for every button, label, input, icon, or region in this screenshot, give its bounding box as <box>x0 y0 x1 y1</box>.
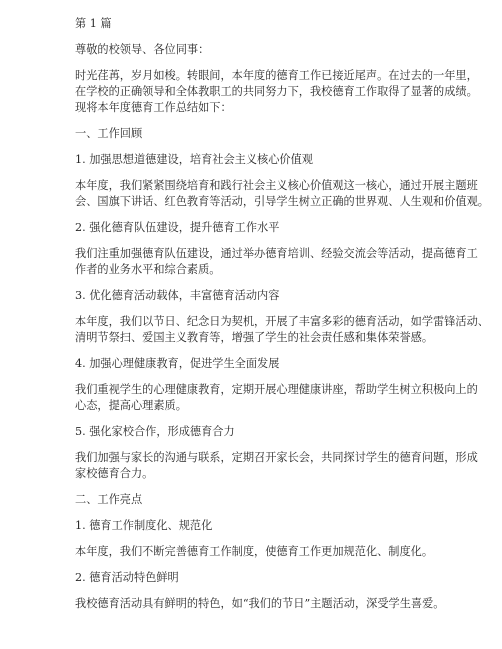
body-line: 会、国旗下讲话、红色教育等活动，引导学生树立正确的世界观、人生观和价值观。 <box>75 195 489 208</box>
section-heading: 一、工作回顾 <box>75 127 143 140</box>
item-heading: 2. 强化德育队伍建设，提升德育工作水平 <box>75 221 280 234</box>
body-line: 我们加强与家长的沟通与联系，定期召开家长会，共同探讨学生的德育问题，形成 <box>75 451 478 464</box>
item-heading: 3. 优化德育活动载体，丰富德育活动内容 <box>75 289 280 302</box>
body-line: 清明节祭扫、爱国主义教育等，增强了学生的社会责任感和集体荣誉感。 <box>75 331 434 344</box>
body-line: 心态，提高心理素质。 <box>75 399 187 412</box>
body-line: 本年度，我们不断完善德育工作制度，使德育工作更加规范化、制度化。 <box>75 545 434 558</box>
body-line: 家校德育合力。 <box>75 467 154 480</box>
body-line: 作者的业务水平和综合素质。 <box>75 263 221 276</box>
intro-line: 在学校的正确领导和全体教职工的共同努力下，我校德育工作取得了显著的成绩。 <box>75 85 478 98</box>
item-body <box>75 178 489 210</box>
body-line: 我们重视学生的心理健康教育，定期开展心理健康讲座，帮助学生树立积极向上的 <box>75 383 478 396</box>
intro-paragraph <box>75 68 478 116</box>
body-line: 本年度，我们紧紧围绕培育和践行社会主义核心价值观这一核心，通过开展主题班 <box>75 179 478 192</box>
item-heading: 1. 加强思想道德建设，培育社会主义核心价值观 <box>75 153 313 166</box>
body-line: 本年度，我们以节日、纪念日为契机，开展了丰富多彩的德育活动，如学雷锋活动、 <box>75 315 489 328</box>
item-heading: 4. 加强心理健康教育，促进学生全面发展 <box>75 357 280 370</box>
item-body <box>75 450 478 482</box>
intro-line: 现将本年度德育工作总结如下： <box>75 101 232 114</box>
item-heading: 2. 德育活动特色鲜明 <box>75 571 179 584</box>
item-body <box>75 246 478 278</box>
body-line: 我校德育活动具有鲜明的特色，如“我们的节日”主题活动，深受学生喜爱。 <box>75 597 445 610</box>
page-label: 第 1 篇 <box>75 17 112 30</box>
item-body <box>75 314 489 346</box>
item-body <box>75 382 478 414</box>
salutation: 尊敬的校领导、各位同事： <box>75 43 210 56</box>
item-heading: 5. 强化家校合作，形成德育合力 <box>75 425 235 438</box>
item-heading: 1. 德育工作制度化、规范化 <box>75 519 213 532</box>
intro-line: 时光荏苒，岁月如梭。转眼间，本年度的德育工作已接近尾声。在过去的一年里， <box>75 69 478 82</box>
body-line: 我们注重加强德育队伍建设，通过举办德育培训、经验交流会等活动，提高德育工 <box>75 247 478 260</box>
section-heading: 二、工作亮点 <box>75 493 143 506</box>
document-page <box>75 16 489 612</box>
